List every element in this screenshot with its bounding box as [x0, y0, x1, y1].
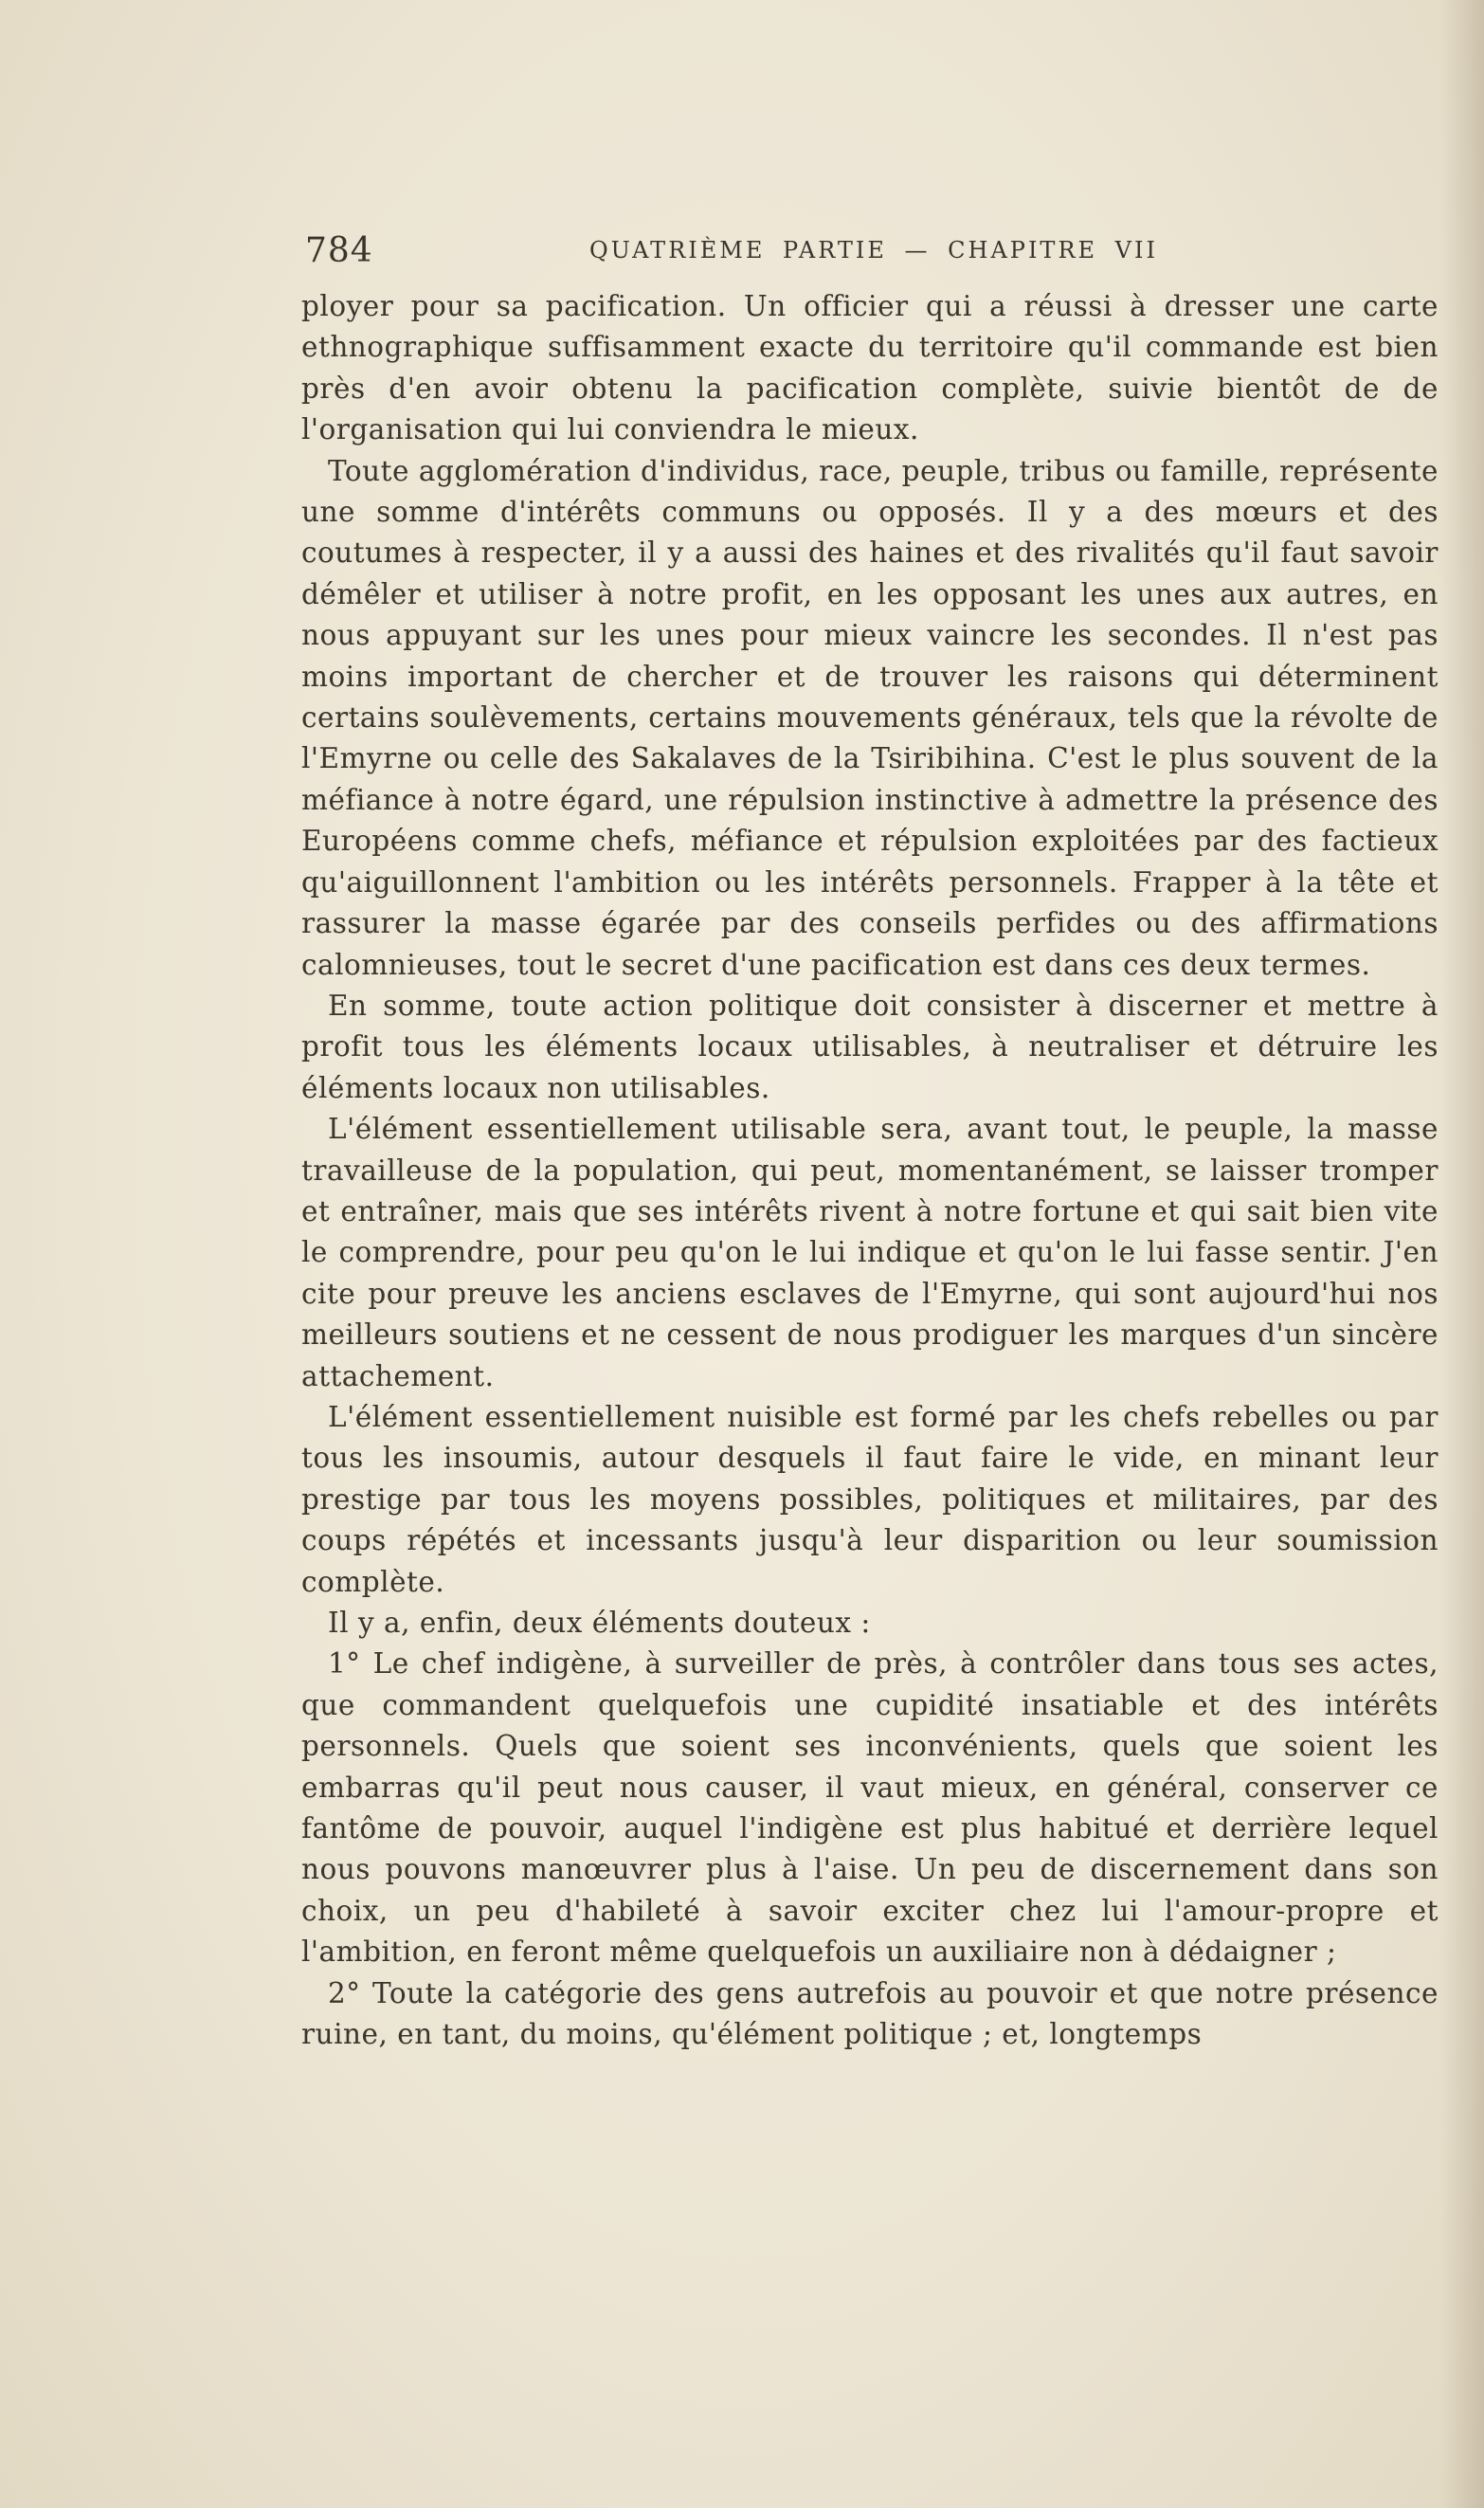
list-item: 1° Le chef indigène, à surveiller de près, à contrôler dans tous ses actes, que commandent quelquefois une cupidité insatiable et des intérêts personnels. Quels que soient ses inconvénients, quels que soient les embarras qu'il peut nous causer, il vaut mieux, en général, conserver ce fantôme de pouvoir, auquel l'indigène est plus habitué et derrière lequel nous pouvons manœuvrer plus à l'aise. Un peu de discernement dans son choix, un peu d'habileté à savoir exciter chez lui l'amour-propre et l'ambition, en feront même quelquefois un auxiliaire non à dédaigner ; [301, 1647, 1439, 1969]
page-gutter-shadow [1440, 0, 1484, 2508]
running-title: QUATRIÈME PARTIE — CHAPITRE VII [589, 237, 1158, 264]
paragraph: L'élément essentiellement utilisable sera, avant tout, le peuple, la masse travailleuse de la population, qui peut, momentanément, se laisser tromper et entraîner, mais que ses intérêts rivent à notre fortune et qui sait bien vite le comprendre, pour peu qu'on le lui indique et qu'on le lui fasse sentir. J'en cite pour preuve les anciens esclaves de l'Emyrne, qui sont aujourd'hui nos meilleurs soutiens et ne cessent de nous prodiguer les marques d'un sincère attachement. [301, 1113, 1439, 1392]
paragraph-continuation: ployer pour sa pacification. Un officier qui a réussi à dresser une carte ethnographique suffisamment exacte du territoire qu'il commande est bien près d'en avoir obtenu la pacification complète, suivie bientôt de de l'organisation qui lui conviendra le mieux. [301, 290, 1439, 446]
list-item: 2° Toute la catégorie des gens autrefois au pouvoir et que notre présence ruine, en tant, du moins, qu'élément politique ; et, longtemps [301, 1976, 1439, 2051]
paragraph: En somme, toute action politique doit consister à discerner et mettre à profit tous les éléments locaux utilisables, à neutraliser et détruire les éléments locaux non utilisables. [301, 989, 1439, 1104]
page-number: 784 [305, 231, 373, 270]
paragraph: L'élément essentiellement nuisible est formé par les chefs rebelles ou par tous les insoumis, autour desquels il faut faire le vide, en minant leur prestige par tous les moyens possibles, politiques et militaires, par des coups répétés et incessants jusqu'à leur disparition ou leur soumission complète. [301, 1400, 1439, 1598]
running-head [305, 231, 1423, 269]
body-text [301, 286, 1439, 2055]
paragraph: Toute agglomération d'individus, race, peuple, tribus ou famille, représente une somme d'intérêts communs ou opposés. Il y a des mœurs et des coutumes à respecter, il y a aussi des haines et des rivalités qu'il faut savoir démêler et utiliser à notre profit, en les opposant les unes aux autres, en nous appuyant sur les unes pour mieux vaincre les secondes. Il n'est pas moins important de chercher et de trouver les raisons qui déterminent certains soulèvements, certains mouvements généraux, tels que la révolte de l'Emyrne ou celle des Sakalaves de la Tsiribihina. C'est le plus souvent de la méfiance à notre égard, une répulsion instinctive à admettre la présence des Européens comme chefs, méfiance et répulsion exploitées par des factieux qu'aiguillonnent l'ambition ou les intérêts personnels. Frapper à la tête et rassurer la masse égarée par des conseils perfides ou des affirmations calomnieuses, tout le secret d'une pacification est dans ces deux termes. [301, 454, 1439, 981]
paragraph: Il y a, enfin, deux éléments douteux : [328, 1607, 871, 1639]
